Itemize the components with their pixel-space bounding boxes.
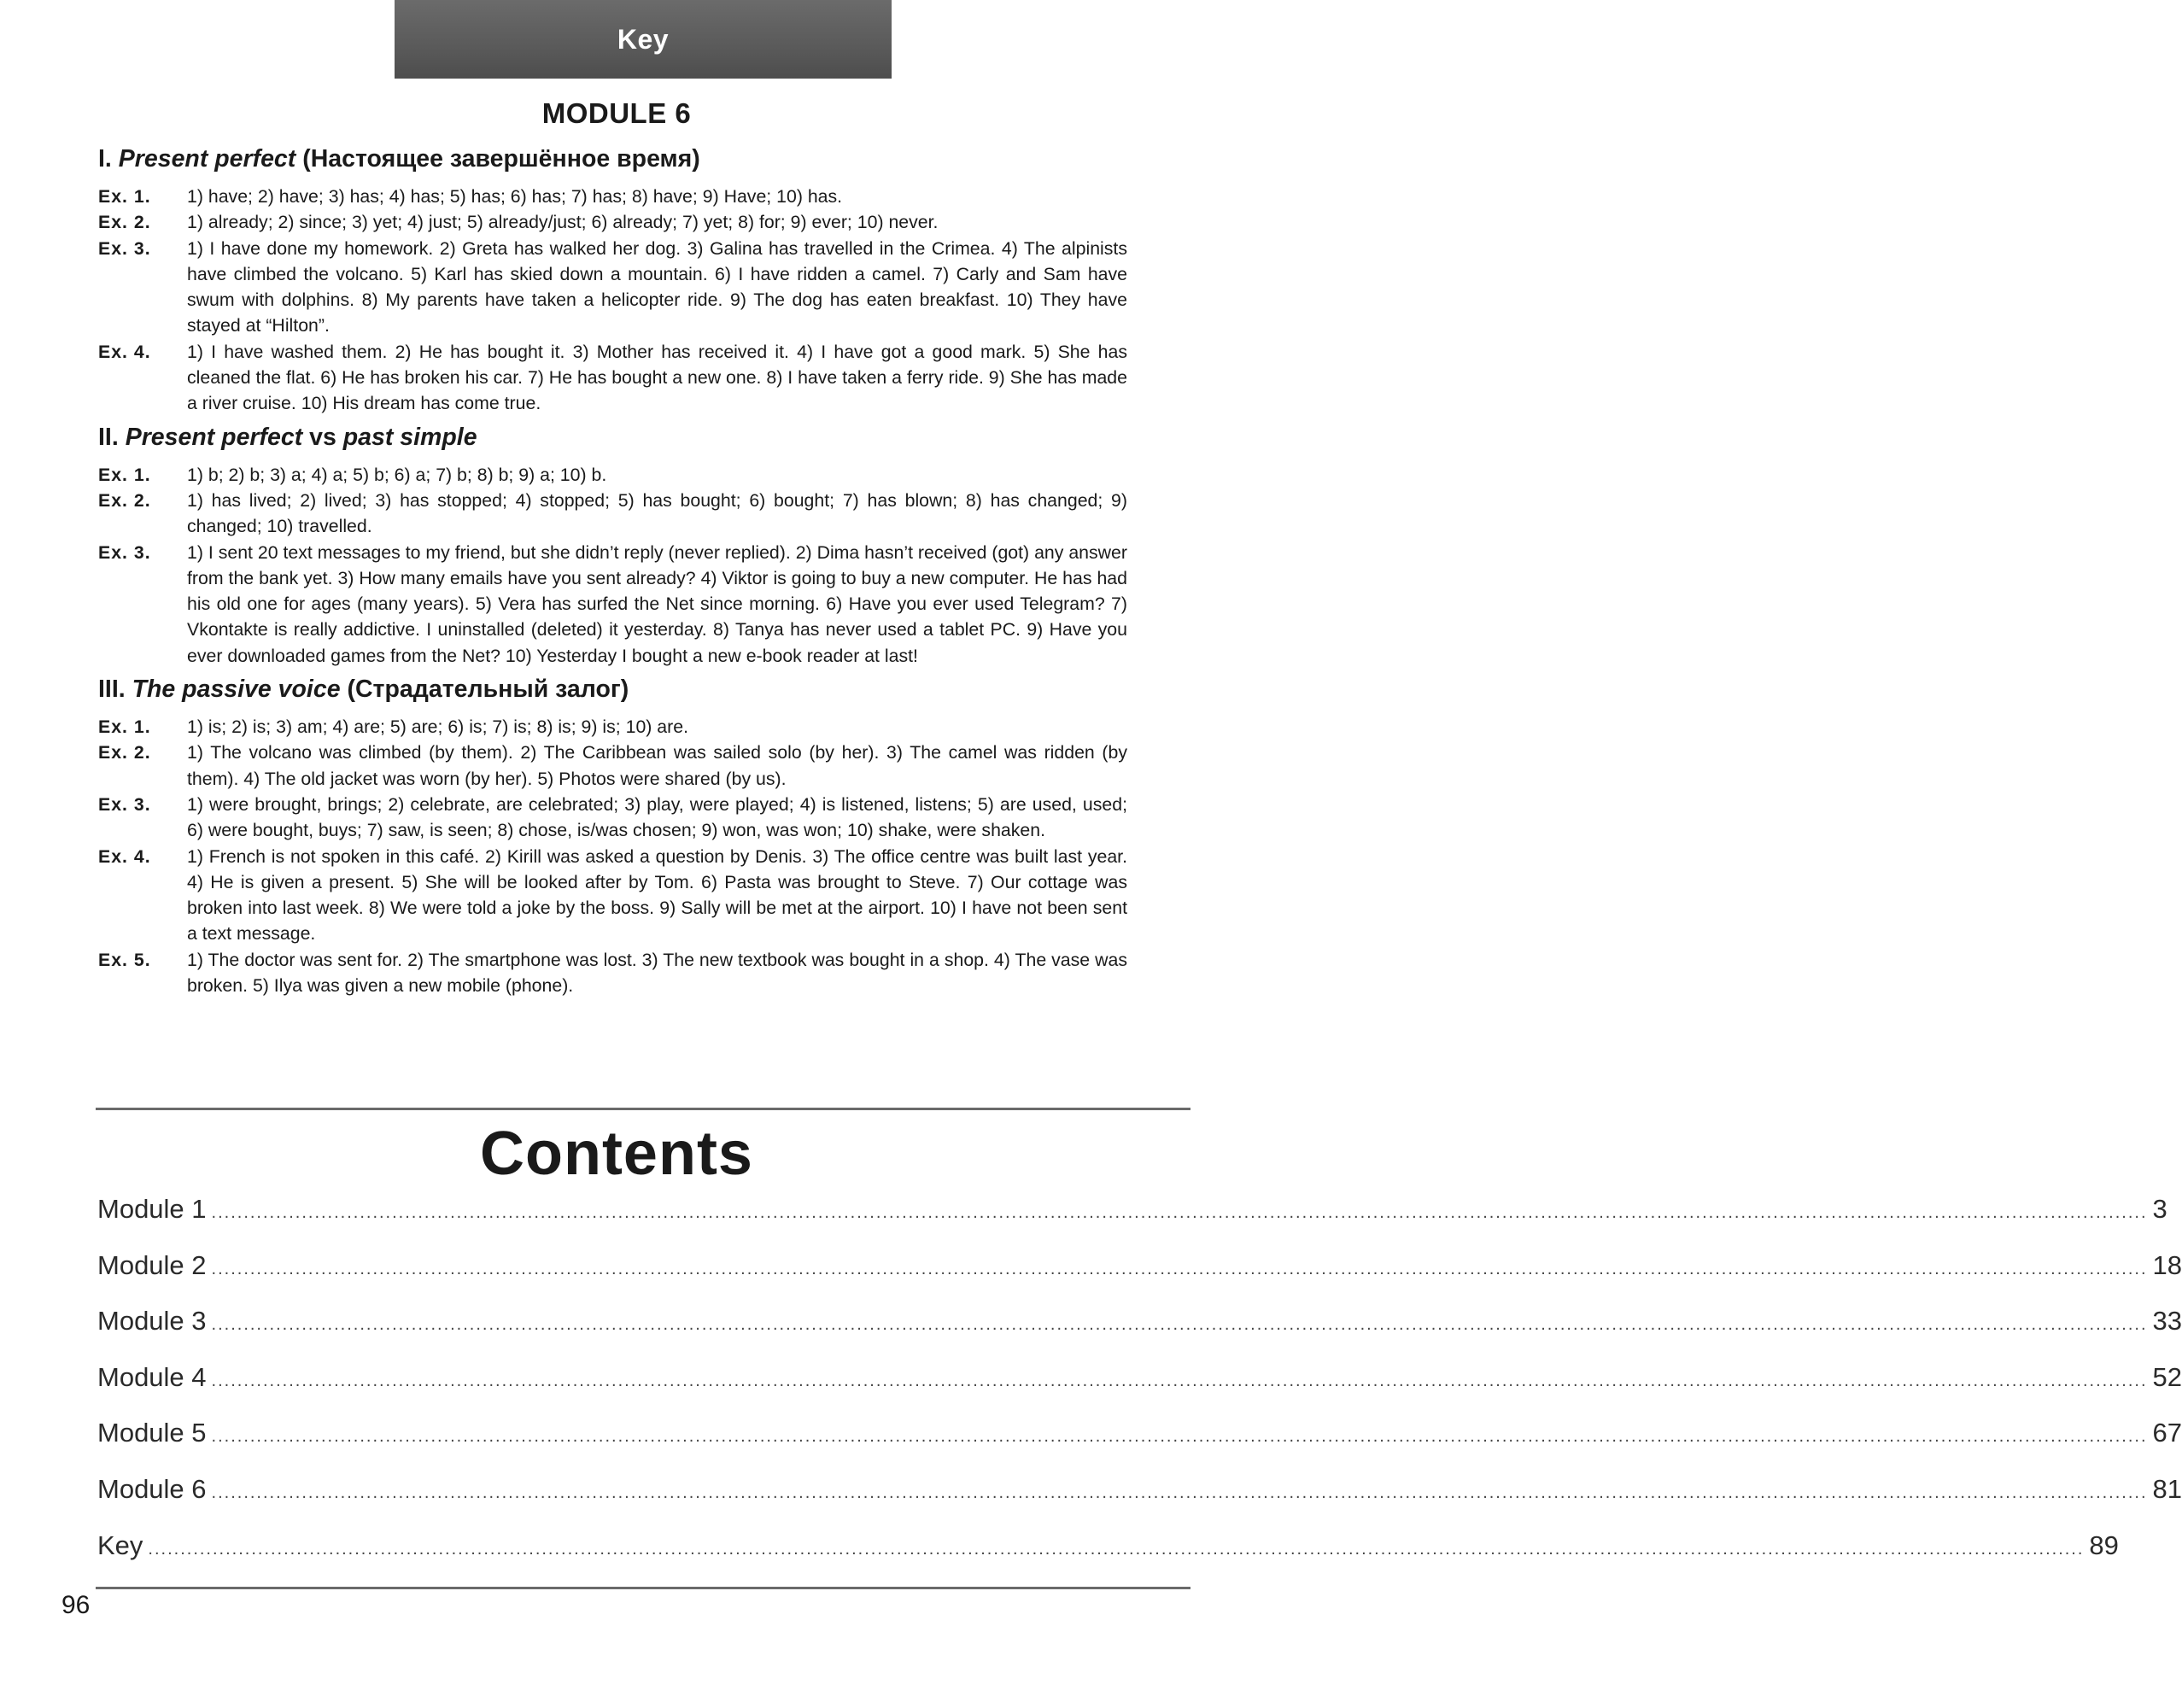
toc-leader-dots: ............................................................................................................................................................................................................................................................................................................ — [211, 1203, 2148, 1222]
exercise-label: Ex. 2. — [98, 489, 151, 511]
toc-item-label: Key — [97, 1530, 143, 1560]
toc-item-page: 67 — [2152, 1418, 2182, 1448]
toc-item-page: 33 — [2152, 1306, 2182, 1337]
section-title-rest: (Страдательный залог) — [340, 676, 629, 704]
exercise-answers: 1) have; 2) have; 3) has; 4) has; 5) has; 6) has; 7) has; 8) have; 9) Have; 10) has. — [187, 186, 843, 207]
exercise-label: Ex. 3. — [98, 237, 151, 259]
module-title: MODULE 6 — [541, 97, 692, 129]
section-number: I. — [98, 145, 119, 173]
exercise-row — [98, 184, 1127, 209]
exercise-answers: 1) were brought, brings; 2) celebrate, are celebrated; 3) play, were played; 4) is listened, listens; 5) are used, used; 6) were bought, buys; 7) saw, is seen; 8) chose, is/was chosen; 9) won, was won; 10) shake, were shaken. — [187, 793, 1127, 841]
exercise-row — [98, 844, 1127, 947]
toc-item[interactable] — [97, 1306, 2182, 1362]
exercise-label: Ex. 4. — [98, 845, 151, 867]
toc-item[interactable] — [97, 1249, 2182, 1307]
toc-item[interactable] — [97, 1473, 2182, 1530]
toc-item[interactable] — [97, 1418, 2182, 1474]
section-title — [98, 676, 1127, 704]
exercise-label: Ex. 2. — [98, 742, 151, 763]
toc-item-label: Module 3 — [97, 1306, 207, 1337]
toc-item[interactable] — [97, 1530, 2119, 1587]
section-number: III. — [98, 676, 132, 704]
toc-item-page: 3 — [2152, 1194, 2167, 1224]
divider-bottom — [96, 1587, 1190, 1589]
section-title-italic: The passive voice — [132, 676, 341, 704]
exercise-label: Ex. 3. — [98, 541, 151, 563]
section-title-italic: Present perfect — [118, 145, 296, 173]
section-title-italic: Present perfect — [125, 423, 303, 451]
exercise-answers: 1) I sent 20 text messages to my friend, but she didn’t reply (never replied). 2) Dima hasn’t received (got) any answer from the bank yet. 3) How many emails have you sent already? 4) Viktor is going to buy a new computer. He has had his old one for ages (many years). 5) Vera has surfed the Net since morning. 6) Have you ever used Telegram? 7) Vkontakte is really addictive. I uninstalled (deleted) it yesterday. 8) Tanya has never used a tablet PC. 9) Have you ever downloaded games from the Net? 10) Yesterday I bought a new e-book reader at last! — [187, 541, 1127, 666]
exercise-row — [98, 488, 1127, 540]
exercise-row — [98, 339, 1127, 417]
section-passive-voice — [98, 676, 1127, 998]
section-title-mid: vs — [302, 423, 343, 451]
exercise-label: Ex. 3. — [98, 793, 151, 815]
toc-leader-dots: ............................................................................................................................................................................................................................................................................................................ — [211, 1427, 2148, 1447]
exercise-label: Ex. 1. — [98, 464, 151, 485]
exercise-answers: 1) is; 2) is; 3) am; 4) are; 5) are; 6) is; 7) is; 8) is; 9) is; 10) are. — [187, 717, 689, 738]
toc-item[interactable] — [97, 1361, 2182, 1418]
toc-item-page: 52 — [2152, 1361, 2182, 1392]
exercise-row — [98, 947, 1127, 999]
exercise-row — [98, 714, 1127, 740]
toc-leader-dots: ............................................................................................................................................................................................................................................................................................................ — [211, 1315, 2148, 1335]
table-of-contents — [97, 1194, 2182, 1586]
header-banner — [395, 0, 892, 79]
exercise-answers: 1) already; 2) since; 3) yet; 4) just; 5) already/just; 6) already; 7) yet; 8) for; 9) ever; 10) never. — [187, 212, 939, 233]
divider-top — [96, 1108, 1190, 1110]
section-title — [98, 424, 1127, 452]
exercise-row — [98, 792, 1127, 844]
section-number: II. — [98, 423, 126, 451]
exercise-answers: 1) The doctor was sent for. 2) The smartphone was lost. 3) The new textbook was bought in a shop. 4) The vase was broken. 5) Ilya was given a new mobile (phone). — [187, 949, 1127, 997]
toc-item[interactable] — [97, 1194, 2167, 1250]
section-present-perfect — [98, 145, 1127, 417]
exercise-answers: 1) I have done my homework. 2) Greta has walked her dog. 3) Galina has travelled in the Crimea. 4) The alpinists have climbed the volcano. 5) Karl has skied down a mountain. 6) I have ridden a camel. 7) Carly and Sam have swum with dolphins. 8) My parents have taken a helicopter ride. 9) The dog has eaten breakfast. 10) They have stayed at “Hilton”. — [187, 237, 1127, 336]
toc-item-label: Module 4 — [97, 1361, 207, 1392]
exercise-label: Ex. 1. — [98, 717, 151, 738]
section-title — [98, 145, 1127, 173]
exercise-label: Ex. 1. — [98, 186, 151, 207]
section-present-perfect-vs-past-simple — [98, 424, 1127, 669]
header-banner-label: Key — [617, 23, 670, 55]
exercise-label: Ex. 2. — [98, 212, 151, 233]
exercise-label: Ex. 5. — [98, 949, 151, 970]
exercise-row — [98, 740, 1127, 792]
toc-item-page: 81 — [2152, 1473, 2182, 1504]
toc-item-label: Module 2 — [97, 1249, 207, 1280]
toc-item-label: Module 5 — [97, 1418, 207, 1448]
section-title-rest: (Настоящее завершённое время) — [295, 145, 700, 173]
contents-title: Contents — [480, 1120, 753, 1188]
toc-item-page: 89 — [2089, 1530, 2119, 1560]
toc-leader-dots: ............................................................................................................................................................................................................................................................................................................ — [148, 1539, 2085, 1559]
exercise-answers: 1) has lived; 2) lived; 3) has stopped; 4) stopped; 5) has bought; 6) bought; 7) has blown; 8) has changed; 9) changed; 10) travelled. — [187, 489, 1127, 537]
toc-leader-dots: ............................................................................................................................................................................................................................................................................................................ — [211, 1371, 2148, 1390]
exercise-row — [98, 209, 1127, 235]
exercise-row — [98, 236, 1127, 339]
exercise-answers: 1) I have washed them. 2) He has bought it. 3) Mother has received it. 4) I have got a good mark. 5) She has cleaned the flat. 6) He has broken his car. 7) He has bought a new one. 8) I have taken a ferry ride. 9) She has made a river cruise. 10) His dream has come true. — [187, 341, 1127, 414]
exercise-label: Ex. 4. — [98, 341, 151, 362]
page-number: 96 — [61, 1591, 91, 1619]
toc-leader-dots: ............................................................................................................................................................................................................................................................................................................ — [211, 1259, 2148, 1278]
toc-item-label: Module 1 — [97, 1194, 207, 1224]
exercise-answers: 1) French is not spoken in this café. 2) Kirill was asked a question by Denis. 3) The office centre was built last year. 4) He is given a present. 5) She will be looked after by Tom. 6) Pasta was brought to Steve. 7) Our cottage was broken into last week. 8) We were told a joke by the boss. 9) Sally will be met at the airport. 10) I have not been sent a text message. — [187, 845, 1127, 945]
exercise-answers: 1) The volcano was climbed (by them). 2) The Caribbean was sailed solo (by her). 3) The camel was ridden (by them). 4) The old jacket was worn (by her). 5) Photos were shared (by us). — [187, 742, 1127, 789]
toc-item-page: 18 — [2152, 1249, 2182, 1280]
toc-leader-dots: ............................................................................................................................................................................................................................................................................................................ — [211, 1483, 2148, 1502]
section-title-italic-2: past simple — [342, 423, 477, 451]
exercise-row — [98, 462, 1127, 488]
exercise-answers: 1) b; 2) b; 3) a; 4) a; 5) b; 6) a; 7) b; 8) b; 9) a; 10) b. — [187, 464, 607, 485]
toc-item-label: Module 6 — [97, 1473, 207, 1504]
answer-key-content — [98, 145, 1127, 1005]
exercise-row — [98, 540, 1127, 669]
